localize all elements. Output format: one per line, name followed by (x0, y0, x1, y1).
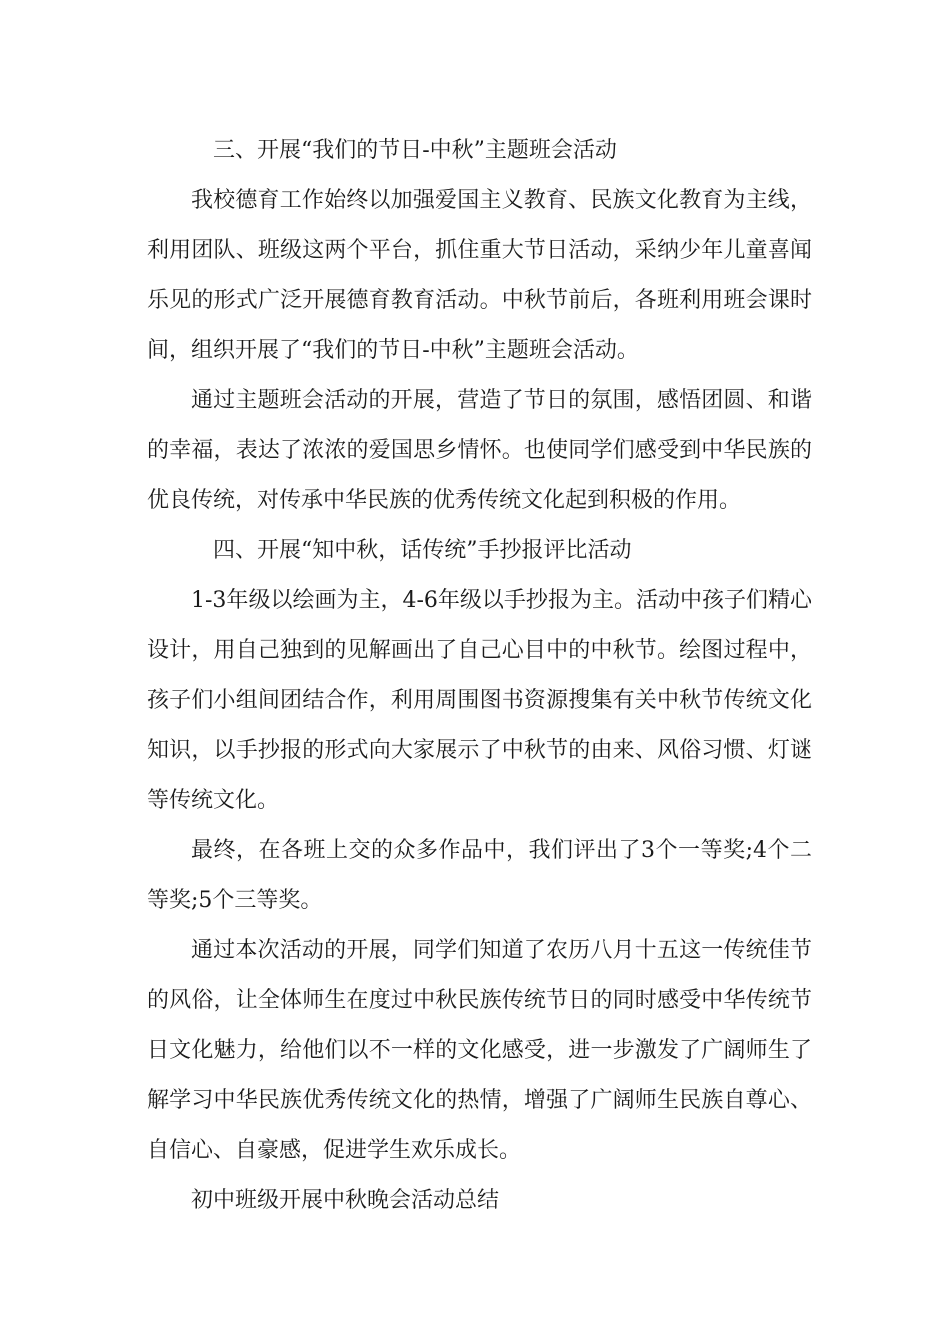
next-document-title: 初中班级开展中秋晚会活动总结 (191, 1188, 500, 1213)
section-heading-4: 四、开展“知中秋，话传统”手抄报评比活动 (213, 538, 632, 563)
paragraph-moral-education: 我校德育工作始终以加强爱国主义教育、民族文化教育为主线，利用团队、班级这两个平台，抓住重大节日活动，采纳少年儿童喜闻乐见的形式广泛开展德育教育活动。中秋节前后，各班利用班会课时间，组织开展了“我们的节日-中秋”主题班会活动。 (147, 188, 812, 363)
paragraph-class-meeting-effect: 通过主题班会活动的开展，营造了节日的氛围，感悟团圆、和谐的幸福，表达了浓浓的爱国思乡情怀。也使同学们感受到中华民族的优良传统，对传承中华民族的优秀传统文化起到积极的作用。 (147, 388, 812, 513)
paragraph-conclusion: 通过本次活动的开展，同学们知道了农历八月十五这一传统佳节的风俗，让全体师生在度过中秋民族传统节日的同时感受中华传统节日文化魅力，给他们以不一样的文化感受，进一步激发了广阔师生了解学习中华民族优秀传统文化的热情，增强了广阔师生民族自尊心、自信心、自豪感，促进学生欢乐成长。 (147, 938, 812, 1163)
paragraph-handwritten-newspaper: 1-3年级以绘画为主，4-6年级以手抄报为主。活动中孩子们精心设计，用自己独到的见解画出了自己心目中的中秋节。绘图过程中，孩子们小组间团结合作，利用周围图书资源搜集有关中秋节传统文化知识，以手抄报的形式向大家展示了中秋节的由来、风俗习惯、灯谜等传统文化。 (147, 588, 812, 813)
paragraph-awards: 最终，在各班上交的众多作品中，我们评出了3个一等奖;4个二等奖;5个三等奖。 (147, 838, 812, 913)
section-heading-3: 三、开展“我们的节日-中秋”主题班会活动 (213, 138, 617, 163)
